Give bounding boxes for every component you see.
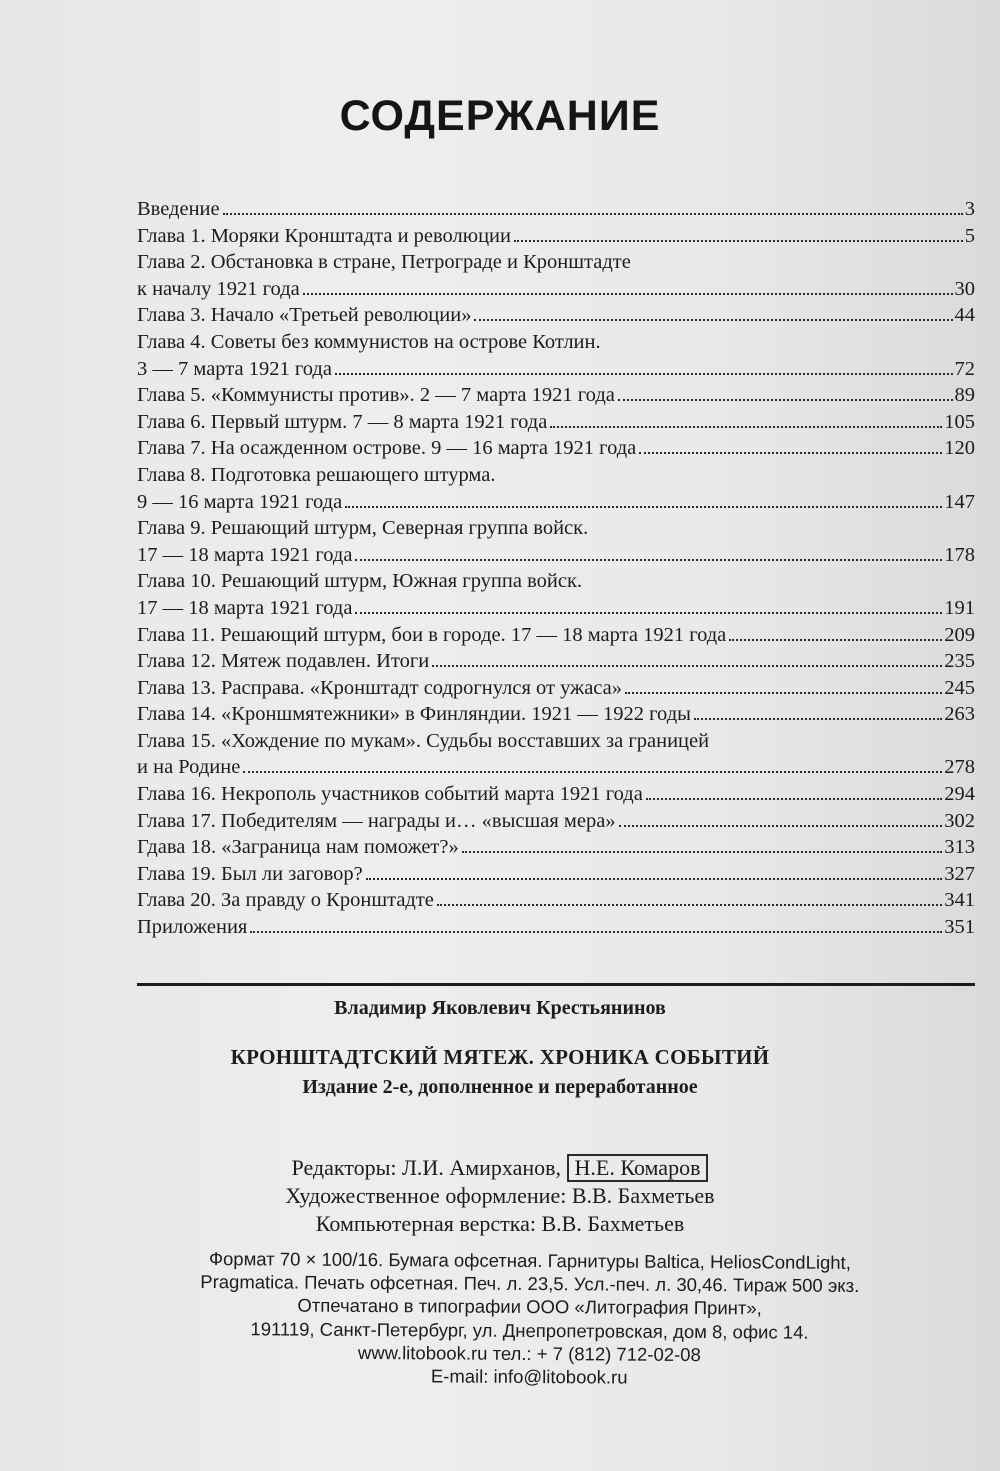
toc-entry-title: Глава 14. «Кроншмятежники» в Финляндии. 1921 — 1922 годы: [137, 703, 691, 726]
dot-leader: [729, 639, 942, 641]
toc-entry-line: [137, 196, 975, 223]
dot-leader: [355, 559, 942, 561]
dot-leader: [639, 452, 942, 454]
toc-entry: [137, 329, 975, 382]
colophon-line: Формат 70 × 100/16. Бумага офсетная. Гарнитуры Baltica, HeliosCondLight,: [208, 1248, 851, 1273]
toc-entry: [137, 249, 975, 302]
toc-page-number: 89: [954, 384, 975, 407]
toc-entry-line: [137, 382, 975, 409]
toc-entry: [137, 914, 975, 941]
layout-credit: Компьютерная верстка: В.В. Бахметьев: [315, 1211, 685, 1236]
toc-entry-title: Введение: [137, 198, 220, 220]
toc-entry-title-line: Глава 9. Решающий штурм, Северная группа войск.: [137, 517, 589, 540]
toc-entry-title-line: Глава 2. Обстановка в стране, Петрограде и Кронштадте: [137, 251, 631, 274]
toc-entry-line: [137, 861, 975, 888]
toc-page-number: 44: [954, 304, 975, 327]
toc-page-number: 105: [944, 410, 975, 433]
dot-leader: [550, 426, 942, 428]
dot-leader: [618, 399, 953, 401]
toc-entry-line: [137, 914, 975, 941]
toc-entry-line: [137, 622, 975, 649]
toc-entry-title: Глава 13. Расправа. «Кронштадт содрогнулся от ужаса»: [137, 676, 623, 699]
toc-entry-title-line: Глава 15. «Хождение по мукам». Судьбы восставших за границей: [137, 729, 710, 752]
dot-leader: [243, 771, 942, 773]
toc-entry-title: Глава 3. Начало «Третьей революции»: [137, 304, 472, 327]
colophon-line: E-mail: info@litobook.ru: [430, 1365, 628, 1388]
toc-entry-line: [137, 276, 975, 303]
toc-page-number: 30: [954, 277, 975, 300]
toc-entry-title: к началу 1921 года: [137, 277, 300, 300]
toc-entry-title: Глава 11. Решающий штурм, бои в городе. 17 — 18 марта 1921 года: [137, 623, 727, 646]
editors-line: [0, 1154, 1000, 1182]
design-credit: Художественное оформление: В.В. Бахметьев: [285, 1183, 715, 1208]
book-title: КРОНШТАДТСКИЙ МЯТЕЖ. ХРОНИКА СОБЫТИЙ: [230, 1045, 770, 1069]
toc-entry-title: 17 — 18 марта 1921 года: [137, 543, 353, 566]
toc-page-number: 72: [954, 357, 975, 380]
credits-block: [0, 1154, 1000, 1238]
toc-page-number: 313: [944, 836, 975, 859]
toc-entry-line: [137, 356, 975, 383]
toc-entry-line: [137, 435, 975, 462]
dot-leader: [646, 798, 942, 800]
toc-entry: [137, 302, 975, 329]
toc-entry-line: [137, 834, 975, 861]
colophon-line: 191119, Санкт-Петербург, ул. Днепропетровская, дом 8, офис 14.: [250, 1317, 809, 1343]
dot-leader: [355, 612, 942, 614]
toc-entry-line: [137, 595, 975, 622]
dot-leader: [474, 319, 952, 321]
toc-entry: [137, 887, 975, 914]
toc-entry-title: Глава 17. Победителям — награды и… «высшая мера»: [137, 809, 616, 832]
toc-page-number: 191: [944, 596, 975, 619]
toc-entry-title: Глава 16. Некрополь участников событий марта 1921 года: [137, 783, 643, 806]
toc-page-number: 351: [944, 916, 975, 939]
edition-note: Издание 2-е, дополненное и переработанное: [302, 1076, 698, 1098]
toc-entry-title-line: Глава 4. Советы без коммунистов на острове Котлин.: [137, 330, 601, 353]
toc-entry: [137, 435, 975, 462]
toc-entry-title: 9 — 16 марта 1921 года: [137, 490, 343, 513]
toc-entry: [137, 675, 975, 702]
toc-entry-line: [137, 542, 975, 569]
toc-page-number: 5: [964, 224, 975, 247]
dot-leader: [303, 293, 953, 295]
toc-entry-title: Глава 20. За правду о Кронштадте: [137, 889, 434, 912]
toc-entry-title-line: Глава 8. Подготовка решающего штурма.: [137, 463, 496, 486]
toc-page-number: 3: [964, 198, 975, 220]
toc-entry: [137, 515, 975, 568]
toc-entry-line: [137, 887, 975, 914]
author-name: Владимир Яковлевич Крестьянинов: [334, 997, 666, 1019]
toc-page-number: 302: [944, 809, 975, 832]
dot-leader: [514, 240, 963, 242]
toc-entry-line: [137, 302, 975, 329]
toc-page-number: 341: [944, 889, 975, 912]
toc-entry: [137, 834, 975, 861]
toc-entry-title: Глава 19. Был ли заговор?: [137, 862, 363, 885]
colophon-line: www.litobook.ru тел.: + 7 (812) 712-02-08: [357, 1341, 701, 1365]
toc-page-number: 147: [944, 490, 975, 513]
dot-leader: [462, 851, 943, 853]
toc-page-number: 294: [944, 783, 975, 806]
colophon-block: [0, 1246, 1000, 1392]
toc-entry-line: [137, 808, 975, 835]
editors-label: Редакторы: Л.И. Амирханов,: [291, 1155, 562, 1180]
toc-entry-title-line: Глава 10. Решающий штурм, Южная группа войск.: [137, 570, 583, 593]
editor-boxed-name: Н.Е. Комаров: [567, 1154, 709, 1182]
toc-entry-title: 17 — 18 марта 1921 года: [137, 596, 353, 619]
toc-entry-title: Приложения: [137, 916, 248, 939]
dot-leader: [250, 931, 942, 933]
dot-leader: [619, 825, 943, 827]
toc-entry-line: [137, 223, 975, 250]
dot-leader: [223, 213, 963, 215]
toc-entry: [137, 196, 975, 223]
toc-entry-line: [137, 489, 975, 516]
toc-entry-title: Глава 12. Мятеж подавлен. Итоги: [137, 650, 430, 673]
dot-leader: [625, 692, 942, 694]
toc-entry: [137, 382, 975, 409]
dot-leader: [437, 904, 942, 906]
toc-entry: [137, 223, 975, 250]
toc-page-number: 245: [944, 676, 975, 699]
toc-entry: [137, 781, 975, 808]
dot-leader: [694, 718, 942, 720]
toc-entry-title: Глава 5. «Коммунисты против». 2 — 7 марта 1921 года: [137, 384, 615, 407]
toc-entry-line: [137, 648, 975, 675]
toc-entry-line: [137, 701, 975, 728]
toc-entry-line: [137, 781, 975, 808]
toc-entry-line: [137, 754, 975, 781]
table-of-contents: [137, 196, 975, 941]
toc-page-number: 278: [944, 756, 975, 779]
dot-leader: [432, 665, 942, 667]
toc-page-number: 235: [944, 650, 975, 673]
toc-entry: [137, 808, 975, 835]
toc-page-number: 263: [944, 703, 975, 726]
toc-entry-title: Глава 6. Первый штурм. 7 — 8 марта 1921 года: [137, 410, 548, 433]
toc-entry-title: и на Родине: [137, 756, 241, 779]
toc-entry-title: 3 — 7 марта 1921 года: [137, 357, 332, 380]
toc-entry-line: [137, 675, 975, 702]
toc-entry: [137, 462, 975, 515]
dot-leader: [335, 373, 953, 375]
dot-leader: [366, 878, 943, 880]
toc-page-number: 327: [944, 862, 975, 885]
toc-page-number: 120: [944, 437, 975, 460]
toc-entry: [137, 622, 975, 649]
toc-entry-title: Глава 7. На осажденном острове. 9 — 16 марта 1921 года: [137, 437, 637, 460]
toc-entry: [137, 701, 975, 728]
toc-entry: [137, 728, 975, 781]
toc-page-number: 209: [944, 623, 975, 646]
toc-entry: [137, 861, 975, 888]
toc-entry: [137, 568, 975, 621]
toc-entry-line: [137, 409, 975, 436]
toc-entry-title: Гдава 18. «Заграница нам поможет?»: [137, 836, 459, 859]
toc-entry-title: Глава 1. Моряки Кронштадта и революции: [137, 224, 511, 247]
page-title: СОДЕРЖАНИЕ: [339, 92, 661, 140]
colophon-line: Pragmatica. Печать офсетная. Печ. л. 23,5. Усл.-печ. л. 30,46. Тираж 500 экз.: [200, 1271, 860, 1297]
dot-leader: [345, 506, 942, 508]
toc-entry: [137, 409, 975, 436]
colophon-line: Отпечатано в типографии ООО «Литография Принт»,: [297, 1294, 762, 1319]
divider-rule: [137, 983, 975, 986]
toc-page-number: 178: [944, 543, 975, 566]
toc-entry: [137, 648, 975, 675]
